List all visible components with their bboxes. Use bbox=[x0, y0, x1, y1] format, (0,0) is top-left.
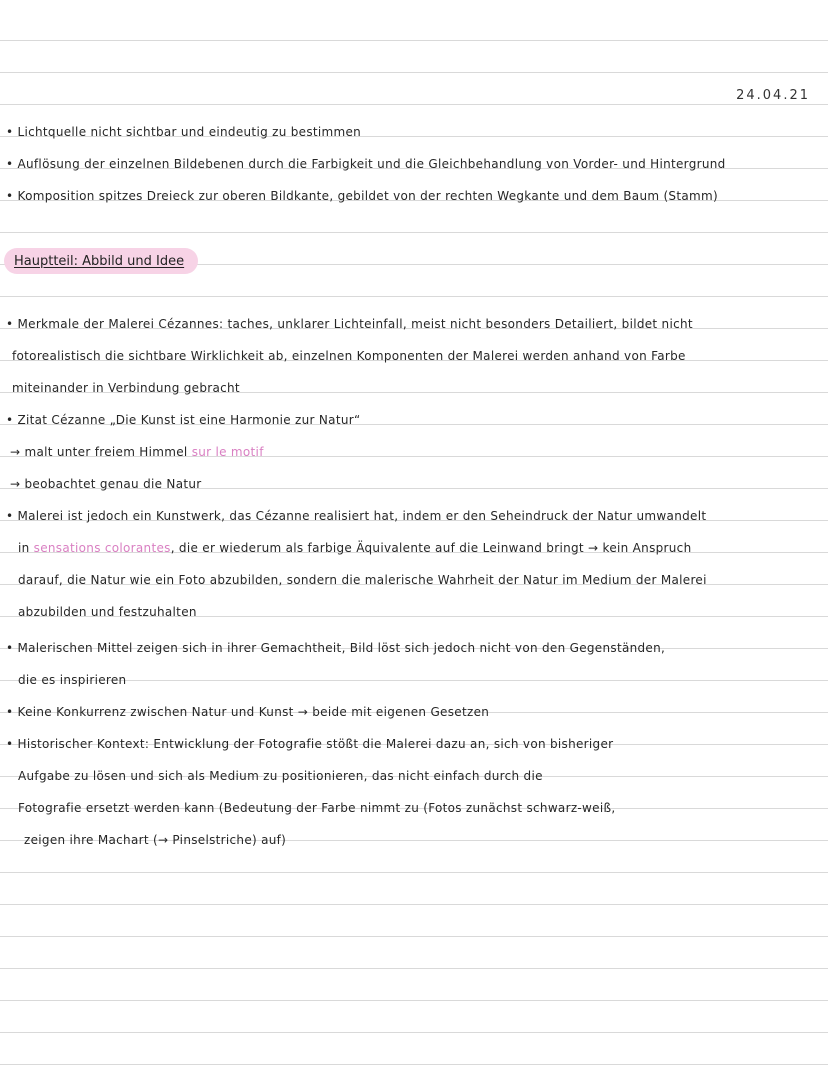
section-heading-text: Hauptteil: Abbild und Idee bbox=[14, 253, 185, 269]
main-line-13: • Keine Konkurrenz zwischen Natur und Kunst → beide mit eigenen Gesetzen bbox=[6, 705, 490, 719]
section-heading bbox=[4, 248, 198, 274]
main-line-2: fotorealistisch die sichtbare Wirklichkeit ab, einzelnen Komponenten der Malerei werden anhand von Farbe bbox=[12, 349, 686, 363]
main-line-8 bbox=[18, 540, 691, 556]
intro-line-1: • Lichtquelle nicht sichtbar und eindeutig zu bestimmen bbox=[6, 125, 362, 139]
main-line-6: → beobachtet genau die Natur bbox=[10, 477, 202, 491]
intro-line-2: • Auflösung der einzelnen Bildebenen durch die Farbigkeit und die Gleichbehandlung von Vorder- und Hintergrund bbox=[6, 157, 726, 171]
main-line-4: • Zitat Cézanne „Die Kunst ist eine Harmonie zur Natur“ bbox=[6, 413, 361, 427]
main-line-12: die es inspirieren bbox=[18, 673, 127, 687]
main-line-10: abzubilden und festzuhalten bbox=[18, 605, 197, 619]
main-line-5 bbox=[10, 444, 264, 460]
sensations-colorantes: sensations colorantes bbox=[33, 541, 171, 555]
main-line-16: Fotografie ersetzt werden kann (Bedeutung der Farbe nimmt zu (Fotos zunächst schwarz-weiß, bbox=[18, 801, 616, 815]
main-line-17: zeigen ihre Machart (→ Pinselstriche) auf) bbox=[24, 833, 287, 847]
main-line-8-post: , die er wiederum als farbige Äquivalente auf die Leinwand bringt → kein Anspruch bbox=[170, 541, 692, 555]
main-line-7: • Malerei ist jedoch ein Kunstwerk, das Cézanne realisiert hat, indem er den Seheindruck der Natur umwandelt bbox=[6, 509, 707, 523]
main-line-5-text: → malt unter freiem Himmel bbox=[10, 445, 192, 459]
main-line-9: darauf, die Natur wie ein Foto abzubilden, sondern die malerische Wahrheit der Natur im Medium der Malerei bbox=[18, 573, 707, 587]
sur-le-motif: sur le motif bbox=[191, 445, 264, 459]
main-line-11: • Malerischen Mittel zeigen sich in ihrer Gemachtheit, Bild löst sich jedoch nicht von den Gegenständen, bbox=[6, 641, 666, 655]
date: 24.04.21 bbox=[736, 88, 810, 103]
main-line-8-pre: in bbox=[18, 541, 34, 555]
main-line-15: Aufgabe zu lösen und sich als Medium zu positionieren, das nicht einfach durch die bbox=[18, 769, 543, 783]
intro-line-3: • Komposition spitzes Dreieck zur oberen Bildkante, gebildet von der rechten Wegkante und dem Baum (Stamm) bbox=[6, 189, 718, 203]
main-line-3: miteinander in Verbindung gebracht bbox=[12, 381, 240, 395]
main-line-14: • Historischer Kontext: Entwicklung der Fotografie stößt die Malerei dazu an, sich von bisheriger bbox=[6, 737, 614, 751]
main-line-1: • Merkmale der Malerei Cézannes: taches, unklarer Lichteinfall, meist nicht besonders Detailiert, bildet nicht bbox=[6, 317, 693, 331]
